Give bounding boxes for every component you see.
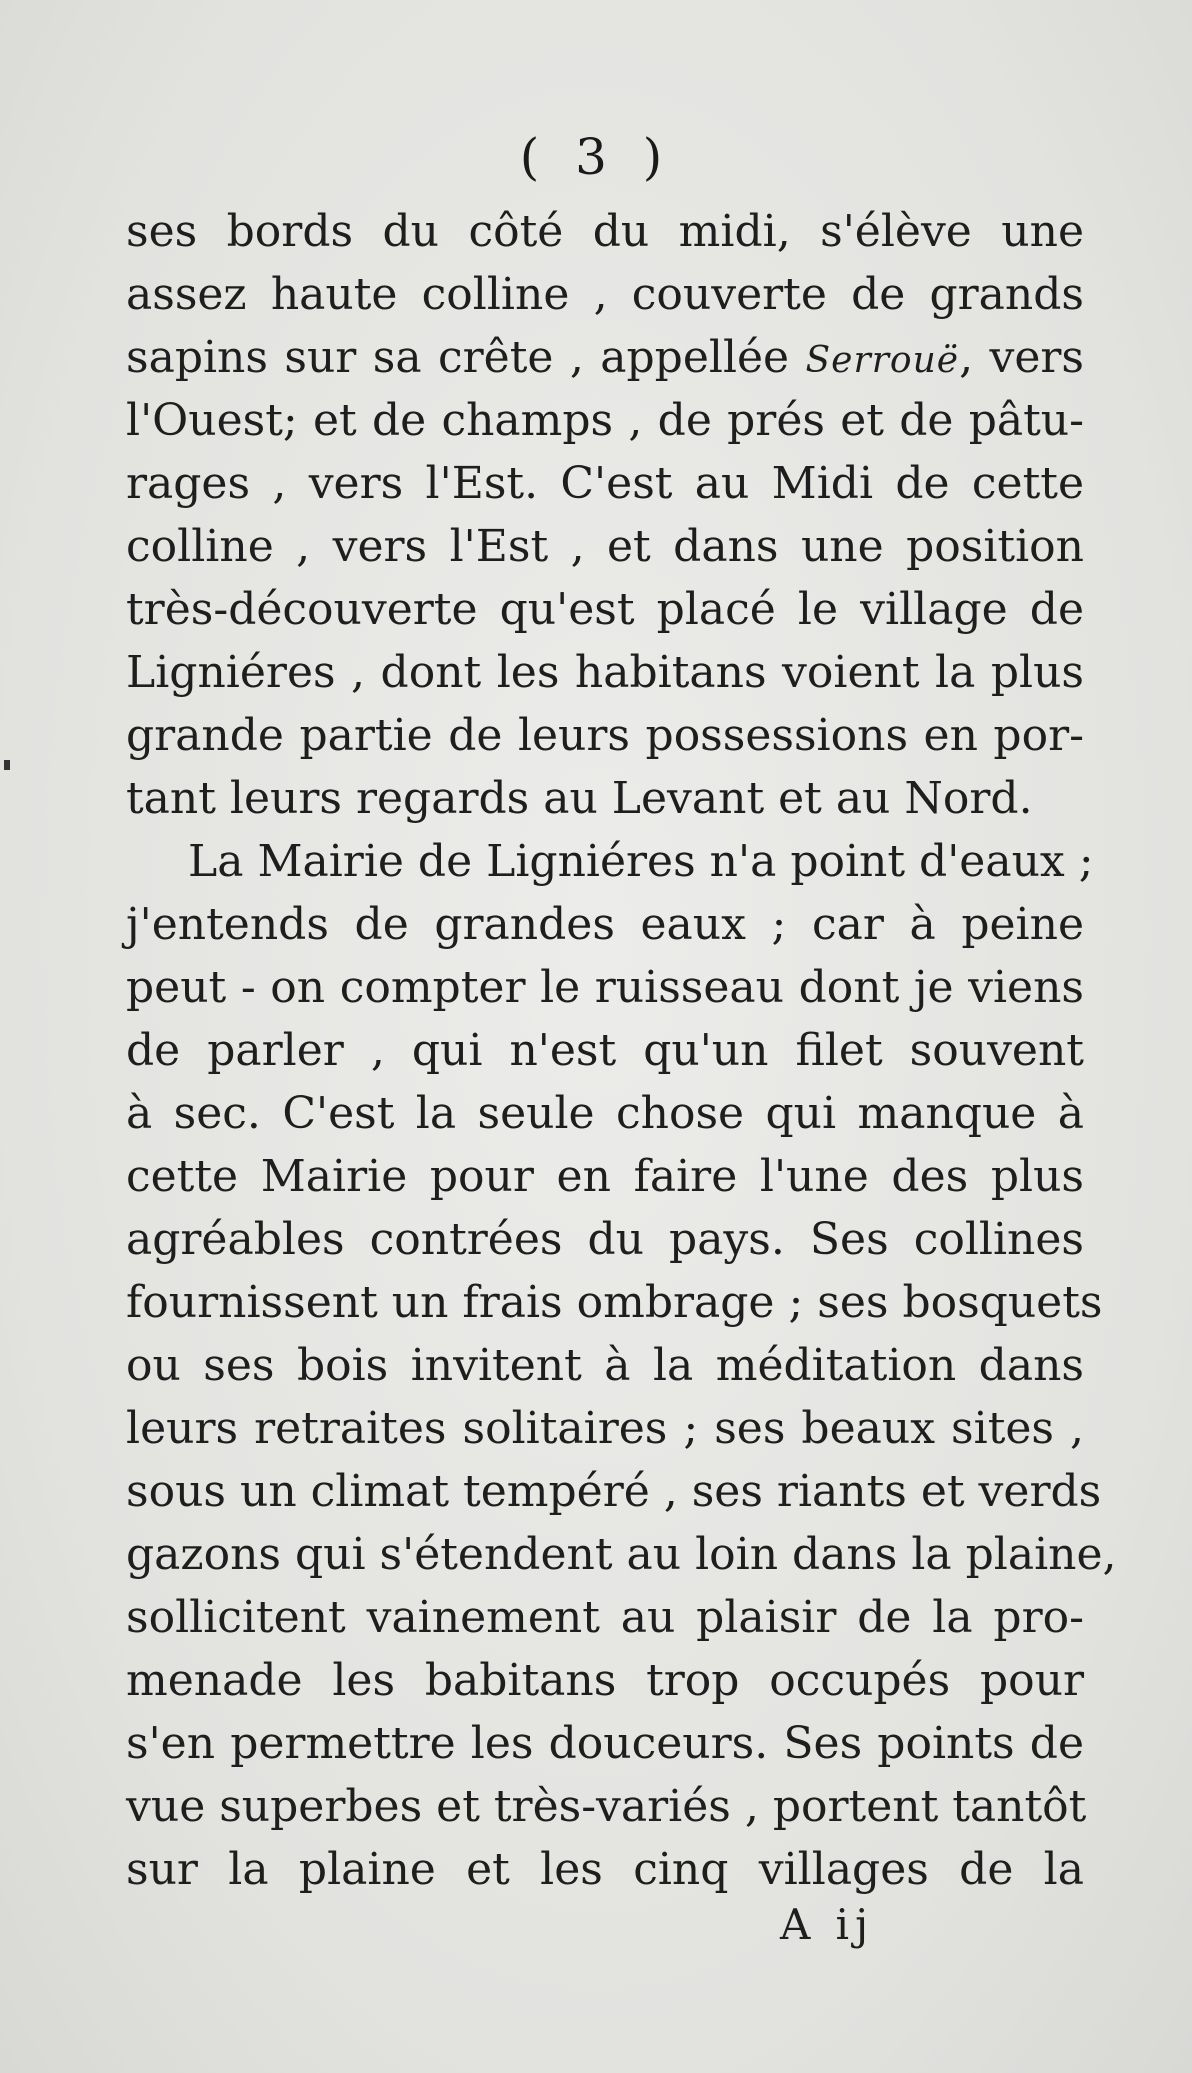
text-line: très-découverte qu'est placé le village de — [126, 584, 1084, 635]
text-line: à sec. C'est la seule chose qui manque à — [126, 1088, 1084, 1139]
text-line: j'entends de grandes eaux ; car à peine — [126, 899, 1084, 950]
signature-mark: A ij — [780, 1900, 875, 1949]
text-line: de parler , qui n'est qu'un filet souvent — [126, 1025, 1084, 1076]
place-name-italic: Serrouë — [805, 340, 960, 381]
text-line: fournissent un frais ombrage ; ses bosquets — [126, 1277, 1103, 1328]
text-line: rages , vers l'Est. C'est au Midi de cette — [126, 458, 1084, 509]
text-line: sur la plaine et les cinq villages de la — [126, 1844, 1084, 1895]
text-line: ou ses bois invitent à la méditation dans — [126, 1340, 1084, 1391]
text-line: s'en permettre les douceurs. Ses points de — [126, 1718, 1084, 1769]
text-line: leurs retraites solitaires ; ses beaux sites , — [126, 1403, 1084, 1454]
text-line: sapins sur sa crête , appellée Serrouë, vers — [126, 332, 1084, 383]
text-line: l'Ouest; et de champs , de prés et de pâtu- — [126, 395, 1084, 446]
text-line: sollicitent vainement au plaisir de la pro- — [126, 1592, 1084, 1643]
text-line: grande partie de leurs possessions en por- — [126, 710, 1084, 761]
paragraph-start-line: La Mairie de Ligniéres n'a point d'eaux ; — [188, 836, 1094, 887]
text-line: gazons qui s'étendent au loin dans la plaine, — [126, 1529, 1117, 1580]
text-line: ses bords du côté du midi, s'élève une — [126, 206, 1084, 257]
body-text — [126, 200, 1117, 1901]
text-line: assez haute colline , couverte de grands — [126, 269, 1084, 320]
margin-speck — [4, 760, 10, 770]
text-line: peut - on compter le ruisseau dont je viens — [126, 962, 1084, 1013]
text-line: cette Mairie pour en faire l'une des plus — [126, 1151, 1084, 1202]
text-line: agréables contrées du pays. Ses collines — [126, 1214, 1084, 1265]
text-line: vue superbes et très-variés , portent tantôt — [126, 1781, 1087, 1832]
text-line: tant leurs regards au Levant et au Nord. — [126, 773, 1033, 824]
page-number: ( 3 ) — [519, 128, 673, 186]
text-line: Ligniéres , dont les habitans voient la plus — [126, 647, 1084, 698]
text-line: menade les babitans trop occupés pour — [126, 1655, 1084, 1706]
text-line: colline , vers l'Est , et dans une position — [126, 521, 1084, 572]
text-line: sous un climat tempéré , ses riants et verds — [126, 1466, 1102, 1517]
